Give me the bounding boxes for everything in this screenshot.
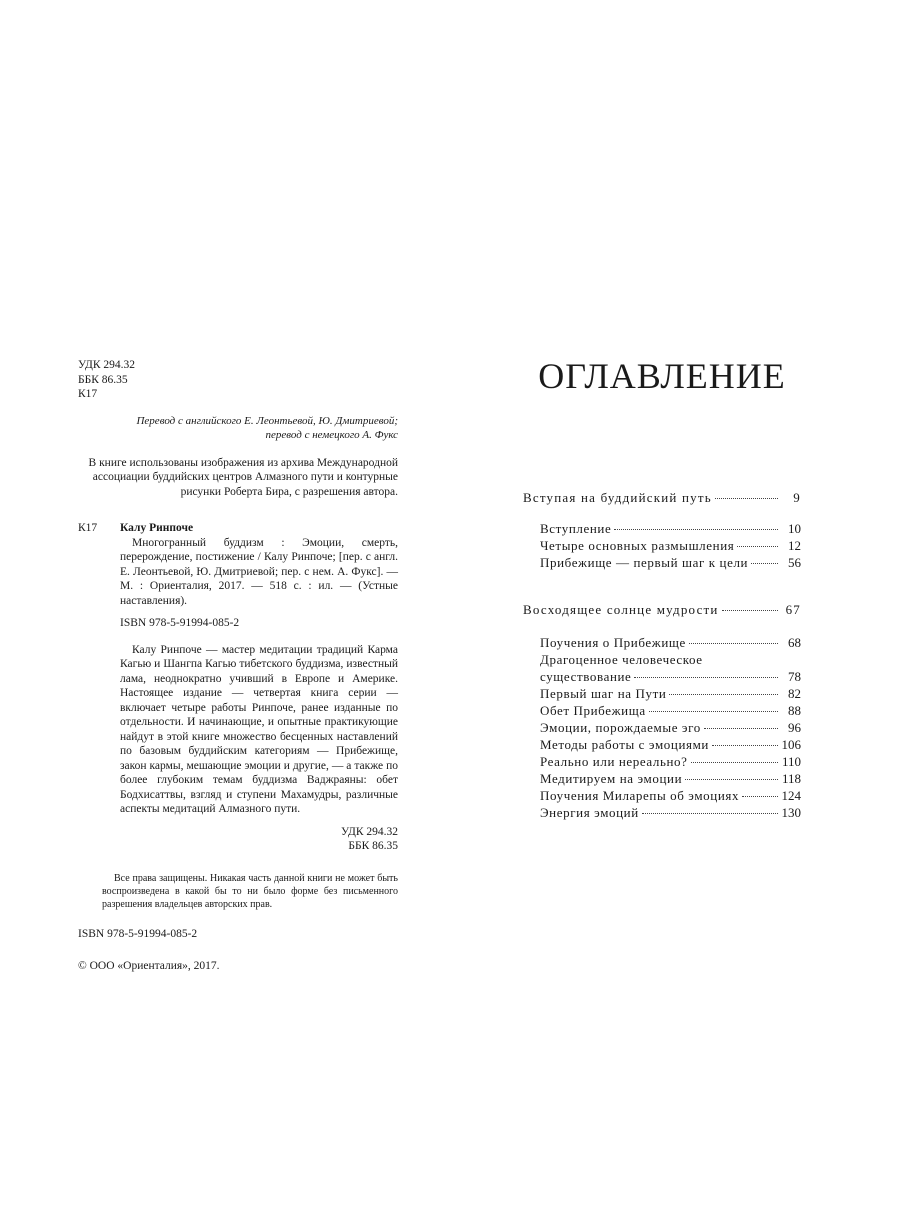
author-mark: К17 <box>78 388 98 400</box>
toc-entry-multiline[interactable]: Драгоценное человеческое существование 78 <box>540 652 801 684</box>
toc-title: ОГЛАВЛЕНИЕ <box>538 356 786 396</box>
isbn-inner: ISBN 978-5-91994-085-2 <box>120 617 240 629</box>
toc-entry[interactable]: Четыре основных размышления 12 <box>540 538 801 553</box>
translators-credit: Перевод с английского Е. Леонтьевой, Ю. Дмитриевой; перевод с немецкого А. Фукс <box>136 414 398 441</box>
catalog-code: К17 <box>78 522 98 534</box>
catalog-record <box>78 521 398 854</box>
toc-section-1 <box>523 489 801 571</box>
toc-entry[interactable]: Вступление 10 <box>540 521 801 536</box>
bbk-code: ББК 86.35 <box>78 373 128 386</box>
toc-entry[interactable]: Эмоции, порождаемые эго 96 <box>540 720 801 735</box>
classification-codes <box>78 358 398 402</box>
toc-entry[interactable]: Энергия эмоций 130 <box>540 805 801 820</box>
toc-entry[interactable]: Медитируем на эмоции 118 <box>540 771 801 786</box>
toc-entry[interactable]: Реально или нереально? 110 <box>540 754 801 769</box>
isbn-outer: ISBN 978-5-91994-085-2 <box>78 927 198 940</box>
toc-entry[interactable]: Методы работы с эмоциями 106 <box>540 737 801 752</box>
author-name: Калу Ринпоче <box>120 522 194 534</box>
rights-notice: Все права защищены. Никакая часть данной книги не может быть воспроизведена в какой бы то ни было форме без письменного разрешения владельцев авторских прав. <box>102 872 398 910</box>
copyright-notice: © ООО «Ориенталия», 2017. <box>78 960 220 972</box>
bibliographic-description: Многогранный буддизм : Эмоции, смерть, перерождение, постижение / Калу Ринпоче; [пер. с англ. Е. Леонтьевой, Ю. Дмитриевой; пер. с нем. А. Фукс]. — М. : Ориенталия, 2017. — 518 с. : ил. — (Устные наставления). <box>120 536 398 607</box>
toc-section-2 <box>523 601 801 821</box>
illustrations-credit: В книге использованы изображения из архива Международной ассоциации буддийских центров Алмазного пути и контурные рисунки Роберта Бира, с разрешения автора. <box>88 456 398 498</box>
toc-entry[interactable]: Поучения Миларепы об эмоциях 124 <box>540 788 801 803</box>
toc-entry[interactable]: Первый шаг на Пути 82 <box>540 686 801 701</box>
toc-entry[interactable]: Прибежище — первый шаг к цели 56 <box>540 555 801 570</box>
toc-section-heading[interactable]: Восходящее солнце мудрости 67 <box>523 602 801 617</box>
classification-codes-right: УДК 294.32 ББК 86.35 <box>341 825 398 852</box>
toc-entry[interactable]: Обет Прибежища 88 <box>540 703 801 718</box>
annotation: Калу Ринпоче — мастер медитации традиций Карма Кагью и Шангпа Кагью тибетского буддизма, известный лама, неоднократно учивший в Европе и Америке. Настоящее издание — четвертая книга серии — включает четыре работы Ринпоче, ранее изданные по отдельности. И начинающие, и опытные практикующие найдут в этой книге множество бесценных наставлений по базовым буддийским категориям — Прибежище, закон кармы, мешающие эмоции и другие, — а также по более глубоким темам буддизма Ваджраяны: обет Бодхисаттвы, взгляд и ступени Махамудры, различные аспекты медитаций Алмазного пути. <box>120 643 398 815</box>
toc-section-heading[interactable]: Вступая на буддийский путь 9 <box>523 490 801 505</box>
imprint-page <box>78 358 398 974</box>
table-of-contents <box>523 355 801 821</box>
udc-code: УДК 294.32 <box>78 359 135 371</box>
toc-entry[interactable]: Поучения о Прибежище 68 <box>540 635 801 650</box>
